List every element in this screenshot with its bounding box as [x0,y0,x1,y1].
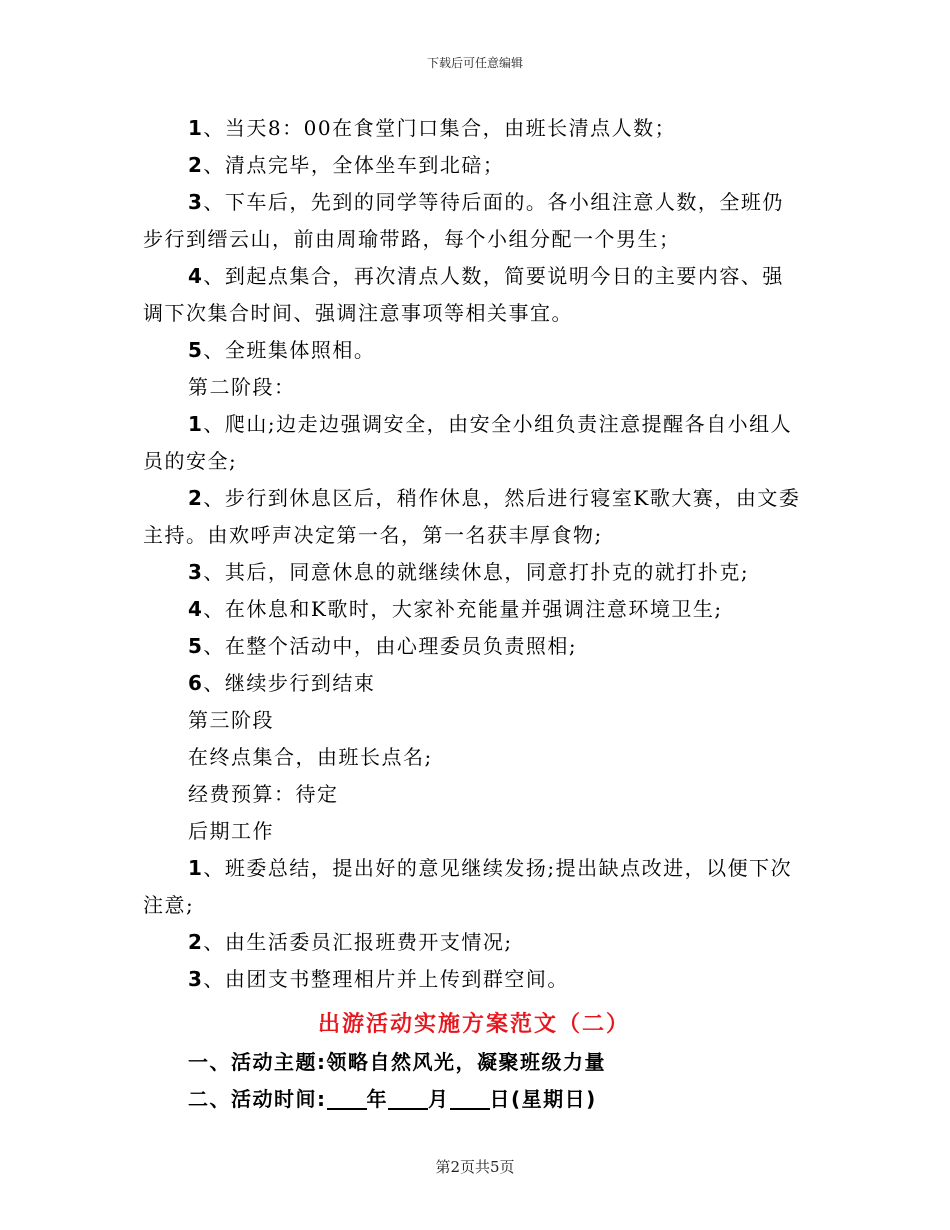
paragraph-text: 、步行到休息区后，稍作休息，然后进行寝室K歌大赛，由文委主持。由欢呼声决定第一名，第一名获丰厚食物; [143,486,801,547]
paragraph-text: 、下车后，先到的同学等待后面的。各小组注意人数，全班仍步行到缙云山，前由周瑜带路，每个小组分配一个男生； [143,190,784,251]
paragraph [143,480,805,554]
list-number: 3 [188,967,204,991]
paragraph [143,258,805,332]
month-blank [388,1086,428,1110]
paragraph [143,591,805,628]
paragraph-text: 后期工作 [188,819,274,843]
paragraph-text: 在终点集合，由班长点名; [188,745,433,769]
list-number: 3 [188,560,204,584]
paragraph [143,554,805,591]
paragraph [143,628,805,665]
list-number: 2 [188,486,204,510]
paragraph-text: 、班委总结，提出好的意见继续发扬;提出缺点改进，以便下次注意; [143,856,793,917]
section-title: 出游活动实施方案范文（二） [317,1011,630,1037]
day-label: 日(星期日) [489,1087,597,1111]
paragraph-text: 、全班集体照相。 [203,338,376,362]
paragraph [143,961,805,998]
document-body [143,110,805,1118]
list-number: 2 [188,930,204,954]
month-label: 月 [428,1087,450,1111]
paragraph-text: 经费预算：待定 [188,782,339,806]
list-number: 3 [188,190,204,214]
paragraph [143,776,805,813]
list-number: 6 [188,671,204,695]
list-number: 1 [188,856,204,880]
list-number: 4 [188,264,204,288]
paragraph [143,665,805,702]
paragraph [143,110,805,147]
paragraph [143,924,805,961]
list-number: 1 [188,116,204,140]
paragraph [143,813,805,850]
day-blank [450,1086,490,1110]
list-number: 2 [188,153,204,177]
list-number: 4 [188,597,204,621]
list-number: 1 [188,412,204,436]
paragraph-text: 第三阶段 [188,708,274,732]
paragraph [143,184,805,258]
paragraph [143,406,805,480]
activity-time [143,1081,805,1118]
paragraph-text: 、清点完毕，全体坐车到北碚； [203,153,505,177]
paragraph-text: 、由生活委员汇报班费开支情况; [203,930,513,954]
list-number: 5 [188,634,204,658]
year-label: 年 [366,1087,388,1111]
paragraph-text: 、到起点集合，再次清点人数，简要说明今日的主要内容、强调下次集合时间、强调注意事项等相关事宜。 [143,264,784,325]
paragraph [143,147,805,184]
paragraph [143,332,805,369]
paragraph-text: 、爬山;边走边强调安全，由安全小组负责注意提醒各自小组人员的安全; [143,412,793,473]
paragraph-text: 、在整个活动中，由心理委员负责照相; [203,634,578,658]
page-header: 下载后可任意编辑 [426,56,523,70]
paragraph-text: 、当天8：00在食堂门口集合，由班长清点人数； [203,116,677,140]
page-footer: 第2页共5页 [435,1158,515,1176]
paragraph-text: 、由团支书整理相片并上传到群空间。 [203,967,569,991]
paragraph-text: 、在休息和K歌时，大家补充能量并强调注意环境卫生; [203,597,723,621]
paragraph [143,369,805,406]
year-blank [327,1086,367,1110]
paragraph [143,850,805,924]
list-number: 5 [188,338,204,362]
paragraph-text: 第二阶段： [188,375,296,399]
paragraph-text: 、继续步行到结束 [203,671,376,695]
activity-time-label: 二、活动时间: [188,1087,327,1111]
paragraph-list [143,110,805,998]
activity-theme: 一、活动主题:领略自然风光，凝聚班级力量 [188,1050,606,1074]
paragraph [143,702,805,739]
paragraph-text: 、其后，同意休息的就继续休息，同意打扑克的就打扑克; [203,560,750,584]
paragraph [143,739,805,776]
